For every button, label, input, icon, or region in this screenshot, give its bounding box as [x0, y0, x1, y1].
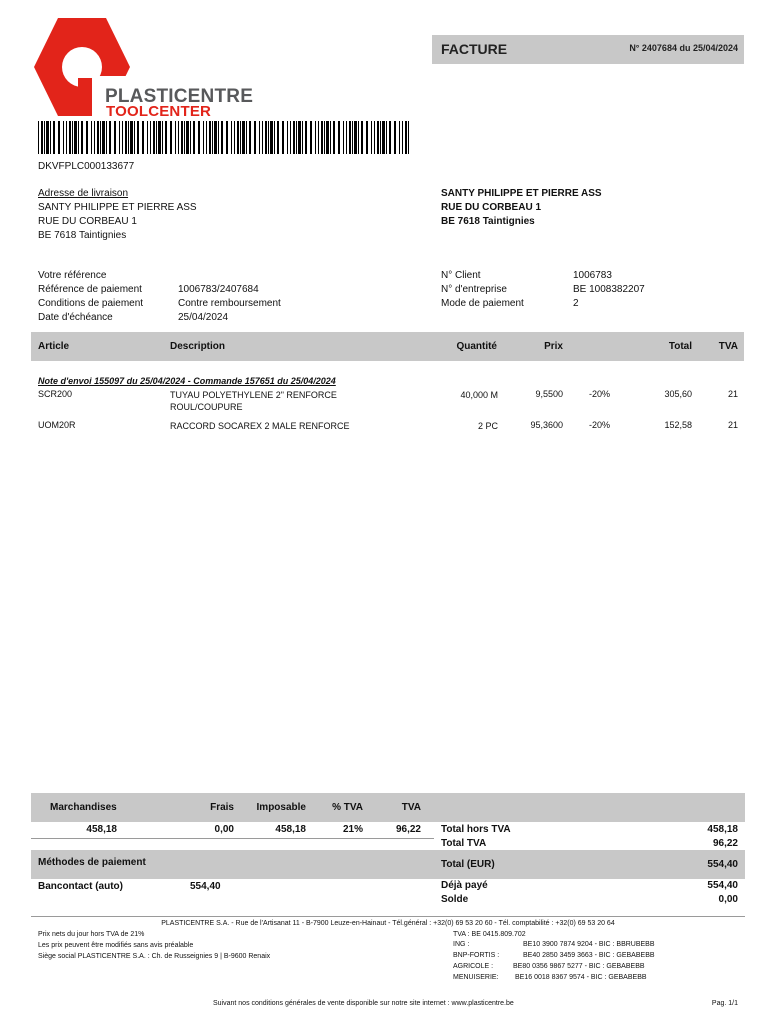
taxable-label: Imposable: [256, 802, 306, 813]
line-article: SCR200: [38, 389, 73, 399]
barcode: [38, 121, 413, 154]
delivery-street: RUE DU CORBEAU 1: [38, 216, 137, 227]
total-excl-vat-label: Total hors TVA: [441, 824, 511, 835]
billing-name: SANTY PHILIPPE ET PIERRE ASS: [441, 188, 602, 199]
totals-header: [31, 793, 745, 822]
brand-name: PLASTICENTRE: [105, 86, 254, 107]
payment-reference-value: 1006783/2407684: [178, 284, 259, 295]
payment-mode-value: 2: [573, 298, 579, 309]
fees-label: Frais: [210, 802, 234, 813]
line-quantity: 40,000 M: [460, 390, 498, 400]
vat-amount-value: 96,22: [395, 824, 421, 835]
bank-name: AGRICOLE :: [453, 963, 494, 970]
bank-details: BE40 2850 3459 3663 - BIC : GEBABEBB: [523, 952, 655, 959]
total-vat-label: Total TVA: [441, 838, 487, 849]
invoice-number: N° 2407684 du 25/04/2024: [629, 43, 738, 53]
brand-subname: TOOLCENTER: [106, 103, 212, 120]
client-number-label: N° Client: [441, 270, 481, 281]
due-date-value: 25/04/2024: [178, 312, 229, 323]
vat-rate-value: 21%: [342, 824, 363, 835]
company-number-label: N° d'entreprise: [441, 284, 507, 295]
totals-divider: [31, 838, 434, 839]
total-eur-label: Total (EUR): [441, 859, 495, 870]
delivery-address: [38, 187, 197, 243]
bank-details: BE10 3900 7874 9204 - BIC : BBRUBEBB: [523, 941, 655, 948]
bank-name: MENUISERIE:: [453, 974, 499, 981]
col-total: Total: [668, 341, 692, 352]
billing-city: BE 7618 Taintignies: [441, 216, 535, 227]
company-line: PLASTICENTRE S.A. - Rue de l'Artisanat 11 - B-7900 Leuze-en-Hainaut - Tél.général : +32(0) 69 53 20 60 - Tél. comptabilité : +32(0) 69 53 20 64: [161, 920, 615, 927]
delivery-address-label: Adresse de livraison: [38, 188, 129, 199]
footer-notes: [38, 929, 270, 962]
col-quantity: Quantité: [456, 341, 497, 352]
invoice-title: FACTURE: [441, 41, 508, 57]
line-price: 95,3600: [530, 420, 563, 430]
bank-details: BE16 0018 8367 9574 - BIC : GEBABEBB: [515, 974, 647, 981]
delivery-name: SANTY PHILIPPE ET PIERRE ASS: [38, 202, 197, 213]
items-table-header: [31, 332, 744, 361]
billing-address: [441, 187, 602, 229]
line-quantity: 2 PC: [477, 421, 498, 431]
balance-label: Solde: [441, 894, 469, 905]
vat-number: TVA : BE 0415.809.702: [453, 931, 526, 938]
payment-amount: 554,40: [190, 881, 221, 892]
col-price: Prix: [544, 341, 563, 352]
balance-value: 0,00: [718, 894, 738, 905]
vat-rate-label: % TVA: [332, 802, 363, 813]
client-number-value: 1006783: [573, 270, 612, 281]
due-date-label: Date d'échéance: [38, 312, 113, 323]
shipping-note: Note d'envoi 155097 du 25/04/2024 - Commande 157651 du 25/04/2024: [38, 376, 336, 386]
col-description: Description: [170, 341, 226, 352]
payment-methods-title: Méthodes de paiement: [38, 857, 146, 868]
line-description: RACCORD SOCAREX 2 MALE RENFORCE: [170, 421, 350, 431]
total-vat-value: 96,22: [712, 838, 738, 849]
line-price: 9,5500: [535, 389, 563, 399]
payment-method: Bancontact (auto): [38, 881, 123, 892]
line-vat: 21: [727, 389, 738, 399]
price-change-note: Les prix peuvent être modifiés sans avis préalable: [38, 942, 194, 949]
line-total: 305,60: [664, 389, 692, 399]
line-article: UOM20R: [38, 420, 76, 430]
page-number: Pag. 1/1: [711, 1000, 738, 1007]
payment-reference-label: Référence de paiement: [38, 284, 142, 295]
merchandise-label: Marchandises: [50, 802, 117, 813]
line-description: TUYAU POLYETHYLENE 2" RENFORCE: [170, 390, 337, 400]
line-vat: 21: [727, 420, 738, 430]
vat-amount-label: TVA: [401, 802, 421, 813]
col-article: Article: [38, 341, 70, 352]
fees-value: 0,00: [214, 824, 234, 835]
merchandise-value: 458,18: [86, 824, 117, 835]
payment-mode-label: Mode de paiement: [441, 298, 524, 309]
total-excl-vat-value: 458,18: [707, 824, 738, 835]
your-reference-label: Votre référence: [38, 270, 107, 281]
billing-street: RUE DU CORBEAU 1: [441, 202, 542, 213]
taxable-value: 458,18: [275, 824, 306, 835]
bank-name: BNP-FORTIS :: [453, 952, 500, 959]
line-discount: -20%: [588, 420, 610, 430]
col-vat: TVA: [718, 341, 738, 352]
payment-conditions-label: Conditions de paiement: [38, 298, 144, 309]
line-total: 152,58: [664, 420, 692, 430]
price-note: Prix nets du jour hors TVA de 21%: [38, 931, 145, 938]
already-paid-value: 554,40: [707, 880, 738, 891]
payment-conditions-value: Contre remboursement: [178, 298, 281, 309]
bank-details: BE80 0356 9867 5277 - BIC : GEBABEBB: [513, 963, 645, 970]
footer-divider: [31, 916, 745, 917]
already-paid-label: Déjà payé: [441, 880, 488, 891]
delivery-city: BE 7618 Taintignies: [38, 230, 127, 241]
terms-line: Suivant nos conditions générales de vente disponible sur notre site internet : www.plasticentre.be: [213, 1000, 514, 1007]
line-discount: -20%: [588, 389, 610, 399]
registered-office: Siège social PLASTICENTRE S.A. : Ch. de Russeignies 9 | B-9600 Renaix: [38, 953, 271, 960]
company-number-value: BE 1008382207: [573, 284, 645, 295]
barcode-number: DKVFPLC000133677: [38, 161, 135, 172]
total-eur-value: 554,40: [707, 859, 738, 870]
bank-name: ING :: [453, 941, 470, 948]
line-description-2: ROUL/COUPURE: [170, 402, 243, 412]
